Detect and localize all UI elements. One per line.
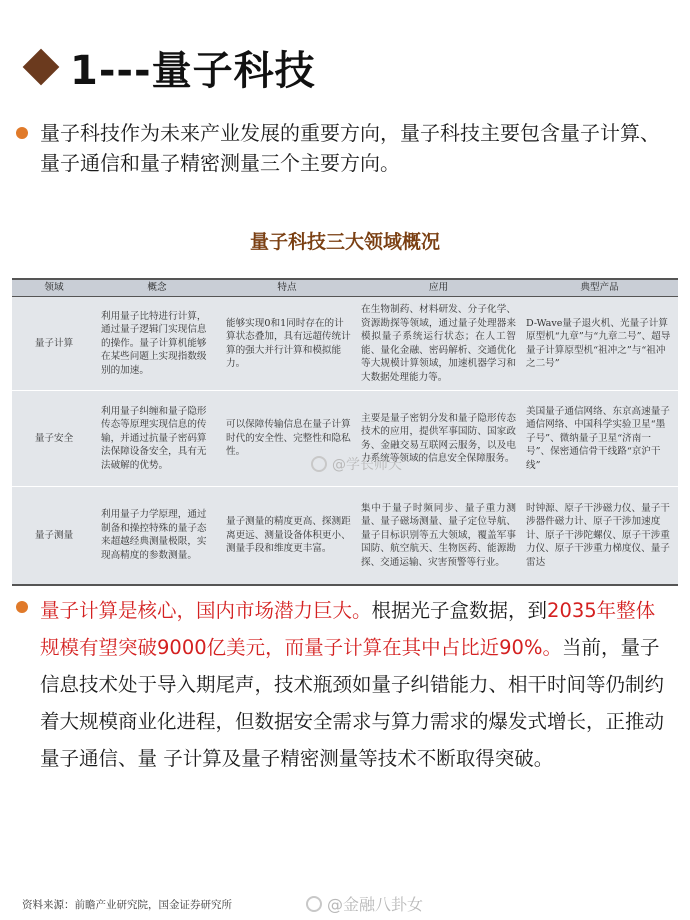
overview-table (12, 278, 678, 586)
body-text-a: 根据光子盒数据，到 (371, 599, 548, 622)
table-row (12, 297, 678, 391)
cell-concept: 利用量子比特进行计算，通过量子逻辑门实现信息的操作。量子计算机能够在某些问题上实现指数级别的加速。 (96, 297, 218, 391)
bullet-icon (16, 601, 28, 613)
table-title: 量子科技三大领域概况 (249, 231, 440, 253)
diamond-icon (23, 49, 60, 86)
weibo-icon (306, 896, 322, 912)
cell-application: 主要是量子密钥分发和量子隐形传态技术的应用，提供军事国防、国家政务、金融交易互联网云服务，以及电力系统等领域的信息安全保障服务。 (356, 391, 521, 487)
cell-product: 时钟源、原子干涉磁力仪、量子干涉器件磁力计、原子干涉加速度计、原子干涉陀螺仪、原子干涉重力仪、原子干涉重力梯度仪、量子雷达 (521, 487, 678, 585)
cell-feature: 能够实现0和1同时存在的计算状态叠加，具有远超传统计算的强大并行计算和模拟能力。 (218, 297, 356, 391)
title-row (22, 38, 316, 96)
cell-product: D-Wave量子退火机、光量子计算原型机“九章”与“九章二号”、超导量子计算原型机“祖冲之”与“祖冲之二号” (521, 297, 678, 391)
intro-paragraph (14, 118, 674, 178)
cell-feature: 量子测量的精度更高、探测距离更远、测量设备体积更小、测量手段和维度更丰富。 (218, 487, 356, 585)
cell-application: 集中于量子时频同步、量子重力测量、量子磁场测量、量子定位导航、量子目标识别等五大领域，覆盖军事国防、航空航天、生物医药、能源勘探、交通运输、灾害预警等行业。 (356, 487, 521, 585)
page-title: 1---量子科技 (70, 47, 316, 94)
table-header-row (12, 279, 678, 297)
cell-product: 美国量子通信网络、东京高速量子通信网络、中国科学实验卫星“墨子号”、微纳量子卫星“济南一号”、保密通信骨干线路“京沪干线” (521, 391, 678, 487)
cell-application: 在生物制药、材料研发、分子化学、资源勘探等领域，通过量子处理器来模拟量子系统运行状态；在人工智能、量化金融、密码解析、交通优化等大规模计算领域，加速机器学习和大数据处理能力等。 (356, 297, 521, 391)
body-paragraph (14, 592, 674, 777)
bullet-icon (16, 127, 28, 139)
cell-concept: 利用量子纠缠和量子隐形传态等原理实现信息的传输，并通过抗量子密码算法保障设备安全，具有无法破解的优势。 (96, 391, 218, 487)
watermark-text: @金融八卦女 (327, 895, 424, 914)
header-feature: 特点 (218, 279, 356, 297)
weibo-icon (311, 456, 327, 472)
cell-field: 量子计算 (12, 297, 96, 391)
watermark-text: @学长师天 (332, 457, 402, 473)
body-text-b: 当前，量子信息技术处于导入期尾声，技术瓶颈如量子纠错能力、相干时间等仍制约着大规模商业化进程，但数据安全需求与算力需求的爆发式增长，正推动量子通信、量 子计算及量子精密测量等技术不断取得突破。 (40, 636, 665, 770)
cell-field: 量子安全 (12, 391, 96, 487)
header-field: 领域 (12, 279, 96, 297)
watermark (306, 892, 423, 915)
cell-concept: 利用量子力学原理，通过制备和操控特殊的量子态来超越经典测量极限，实现高精度的参数测量。 (96, 487, 218, 585)
cell-field: 量子测量 (12, 487, 96, 585)
header-application: 应用 (356, 279, 521, 297)
source-note: 资料来源：前瞻产业研究院，国金证券研究所 (22, 899, 232, 911)
header-concept: 概念 (96, 279, 218, 297)
cell-feature: 可以保障传输信息在量子计算时代的安全性、完整性和隐私性。 (218, 391, 356, 487)
intro-text: 量子科技作为未来产业发展的重要方向，量子科技主要包含量子计算、量子通信和量子精密测量三个主要方向。 (40, 121, 660, 175)
header-product: 典型产品 (521, 279, 678, 297)
watermark (311, 454, 402, 474)
highlight-market: 2035年整体规模有望突破9000亿美元，而量子计算在其中占比近90%。 (40, 599, 656, 659)
table-row (12, 487, 678, 585)
highlight-core: 量子计算是核心，国内市场潜力巨大。 (40, 599, 372, 622)
